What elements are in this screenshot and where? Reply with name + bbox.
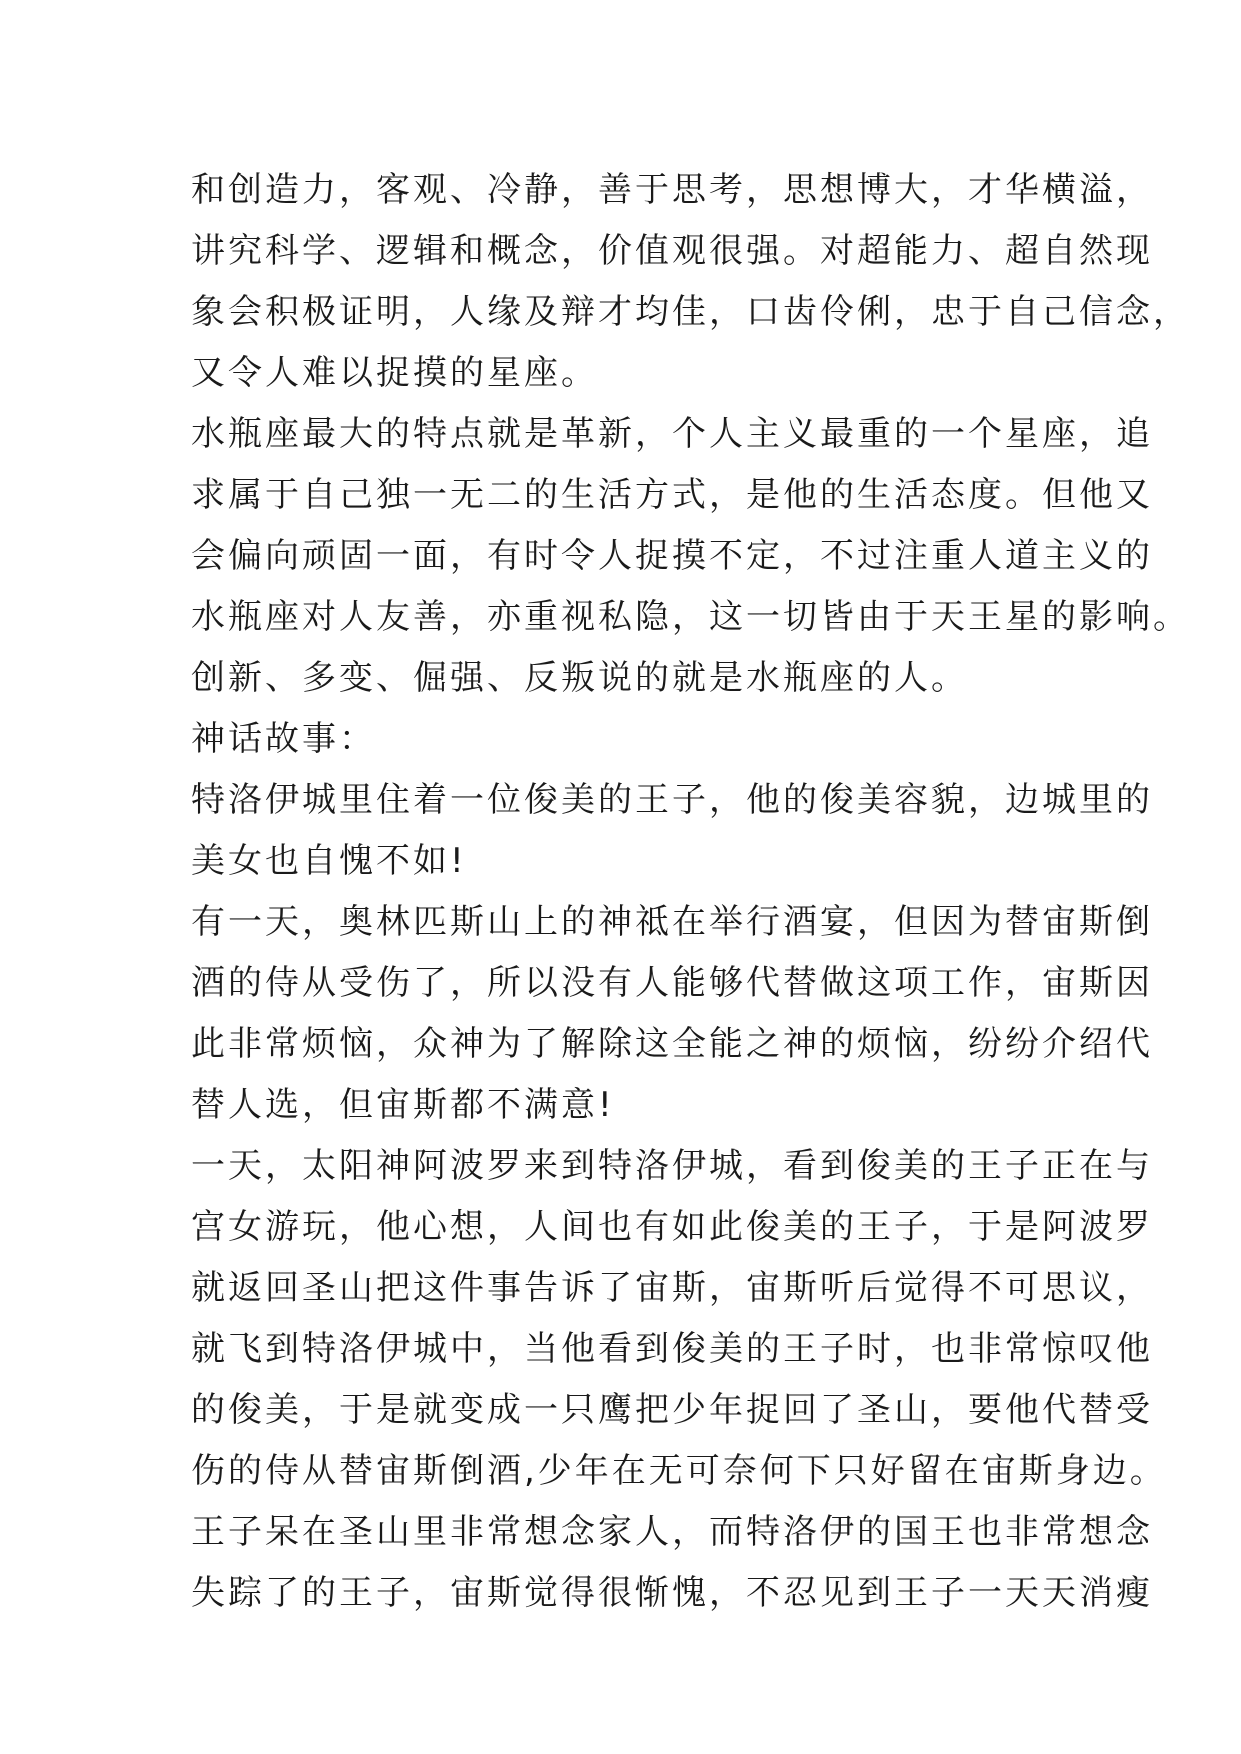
- text-line: 此非常烦恼，众神为了解除这全能之神的烦恼，纷纷介绍代: [191, 1024, 1153, 1064]
- section-heading: 神话故事：: [191, 719, 376, 759]
- text-line: 替人选，但宙斯都不满意!: [191, 1085, 615, 1125]
- text-line: 王子呆在圣山里非常想念家人，而特洛伊的国王也非常想念: [191, 1512, 1153, 1552]
- text-line: 就飞到特洛伊城中，当他看到俊美的王子时，也非常惊叹他: [191, 1329, 1153, 1369]
- document-body: [191, 160, 1190, 1624]
- text-line: 一天，太阳神阿波罗来到特洛伊城，看到俊美的王子正在与: [191, 1146, 1153, 1186]
- text-line: 特洛伊城里住着一位俊美的王子，他的俊美容貌，边城里的: [191, 780, 1153, 820]
- text-line: 水瓶座对人友善，亦重视私隐，这一切皆由于天王星的影响。: [191, 597, 1190, 637]
- text-line: 有一天，奥林匹斯山上的神祗在举行酒宴，但因为替宙斯倒: [191, 902, 1153, 942]
- text-line: 会偏向顽固一面，有时令人捉摸不定，不过注重人道主义的: [191, 536, 1153, 576]
- text-line: 创新、多变、倔强、反叛说的就是水瓶座的人。: [191, 658, 968, 698]
- text-line: 象会积极证明，人缘及辩才均佳，口齿伶俐，忠于自己信念，: [191, 292, 1190, 332]
- text-line: 就返回圣山把这件事告诉了宙斯，宙斯听后觉得不可思议，: [191, 1268, 1153, 1308]
- text-line: 失踪了的王子，宙斯觉得很惭愧，不忍见到王子一天天消瘦: [191, 1573, 1153, 1613]
- text-line: 求属于自己独一无二的生活方式，是他的生活态度。但他又: [191, 475, 1153, 515]
- text-line: 的俊美，于是就变成一只鹰把少年捉回了圣山，要他代替受: [191, 1390, 1153, 1430]
- text-line: 又令人难以捉摸的星座。: [191, 353, 598, 393]
- text-line: 伤的侍从替宙斯倒酒,少年在无可奈何下只好留在宙斯身边。: [191, 1451, 1167, 1491]
- text-line: 和创造力，客观、冷静，善于思考，思想博大，才华横溢，: [191, 170, 1153, 210]
- text-line: 宫女游玩，他心想，人间也有如此俊美的王子，于是阿波罗: [191, 1207, 1153, 1247]
- text-line: 水瓶座最大的特点就是革新，个人主义最重的一个星座，追: [191, 414, 1153, 454]
- text-line: 酒的侍从受伤了，所以没有人能够代替做这项工作，宙斯因: [191, 963, 1153, 1003]
- text-line: 美女也自愧不如!: [191, 841, 467, 881]
- text-line: 讲究科学、逻辑和概念，价值观很强。对超能力、超自然现: [191, 231, 1153, 271]
